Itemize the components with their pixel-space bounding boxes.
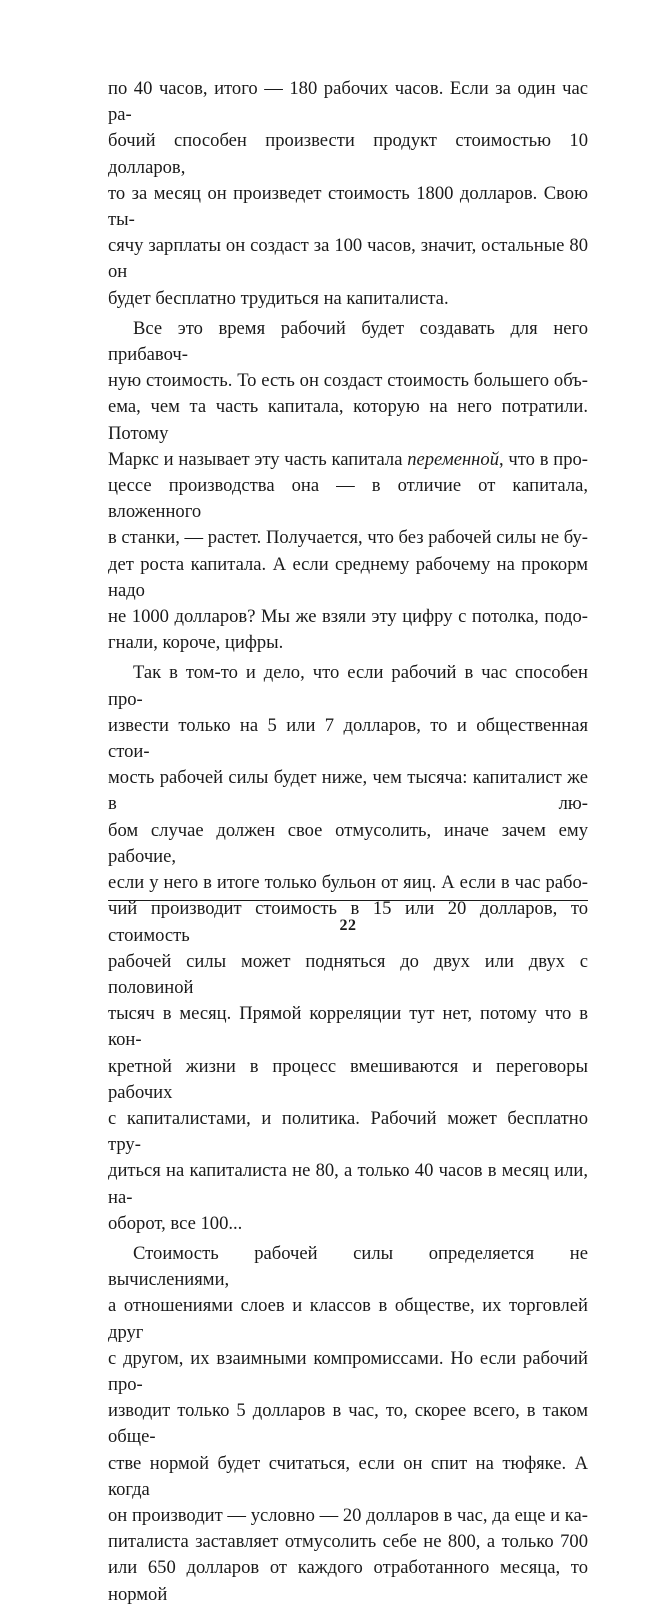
text-line: то за месяц он произведет стоимость 1800 долларов. Свою ты-: [108, 182, 588, 231]
text-line: извести только на 5 или 7 долларов, то и общественная стои-: [108, 714, 588, 763]
page-number: 22: [339, 917, 357, 934]
text-line: стве нормой будет считаться, если он спит на тюфяке. А когда: [108, 1452, 588, 1500]
text-line: Все это время рабочий будет создавать для него прибавоч-: [108, 317, 588, 366]
text-line-with-italic: [108, 447, 588, 473]
text-line: бочий способен произвести продукт стоимостью 10 долларов,: [108, 130, 588, 178]
line-start: Маркс и называет эту часть капитала: [108, 448, 408, 470]
text-line: гнали, короче, цифры.: [108, 632, 284, 654]
paragraph-4: [108, 1241, 588, 1608]
italic-term: переменной: [407, 448, 500, 470]
text-line: ема, чем та часть капитала, которую на него потратили. Потому: [108, 396, 588, 444]
text-line: изводит только 5 долларов в час, то, скорее всего, в таком обще-: [108, 1400, 588, 1448]
text-line: с капиталистами, и политика. Рабочий может бесплатно тру-: [108, 1107, 588, 1156]
text-line: чий производит стоимость в 15 или 20 долларов, то стоимость: [108, 898, 588, 946]
text-line: цессе производства она — в отличие от капитала, вложенного: [108, 475, 588, 523]
text-line: рабочей силы может подняться до двух или двух с половиной: [108, 950, 588, 998]
text-line: с другом, их взаимными компромиссами. Но если рабочий про-: [108, 1347, 588, 1395]
text-line: тысяч в месяц. Прямой корреляции тут нет, потому что в кон-: [108, 1003, 588, 1051]
text-line: по 40 часов, итого — 180 рабочих часов. Если за один час ра-: [108, 78, 588, 126]
text-line: оборот, все 100...: [108, 1212, 243, 1234]
text-line: если у него в итоге только бульон от яиц. А если в час рабо-: [108, 872, 588, 894]
text-line: кретной жизни в процесс вмешиваются и переговоры рабочих: [108, 1055, 588, 1103]
text-line: питалиста заставляет отмусолить себе не 800, а только 700: [108, 1531, 588, 1553]
text-line: или 650 долларов от каждого отработанного месяца, то нормой: [108, 1557, 588, 1605]
text-line: бом случае должен свое отмусолить, иначе зачем ему рабочие,: [108, 819, 588, 867]
text-line: Так в том-то и дело, что если рабочий в час способен про-: [108, 662, 588, 710]
text-line: не 1000 долларов? Мы же взяли эту цифру с потолка, подо-: [108, 606, 588, 628]
text-line: будет бесплатно трудиться на капиталиста.: [108, 287, 449, 309]
paragraph-1: [108, 76, 588, 312]
text-line: сячу зарплаты он создаст за 100 часов, значит, остальные 80 он: [108, 235, 588, 283]
text-line: мость рабочей силы будет ниже, чем тысяча: капиталист же в лю-: [108, 767, 588, 815]
footer-rule: [108, 900, 588, 901]
paragraph-3: [108, 660, 588, 1236]
text-line: диться на капиталиста не 80, а только 40 часов в месяц или, на-: [108, 1160, 588, 1208]
text-line: в станки, — растет. Получается, что без рабочей силы не бу-: [108, 527, 588, 549]
text-line: ную стоимость. То есть он создаст стоимость большего объ-: [108, 370, 588, 392]
text-line: дет роста капитала. А если среднему рабочему на прокорм надо: [108, 553, 588, 601]
text-line: он производит — условно — 20 долларов в час, да еще и ка-: [108, 1504, 588, 1526]
text-line: а отношениями слоев и классов в обществе, их торговлей друг: [108, 1295, 588, 1343]
paragraph-2: [108, 316, 588, 657]
page-body: [108, 76, 588, 1612]
text-line: Стоимость рабочей силы определяется не вычислениями,: [108, 1242, 588, 1291]
line-end: , что в про-: [499, 448, 588, 470]
